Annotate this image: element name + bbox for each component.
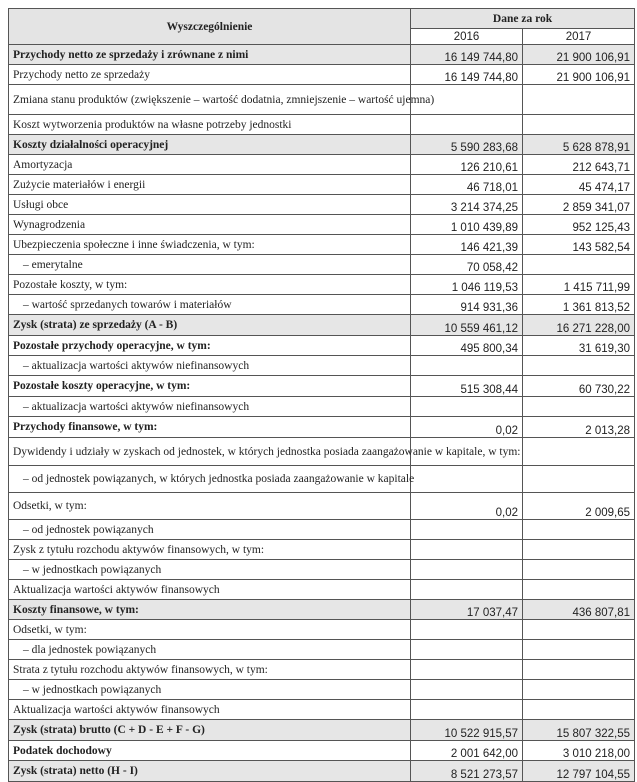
value-2017: 2 009,65 xyxy=(523,493,635,520)
value-2016 xyxy=(411,560,523,580)
table-row xyxy=(9,720,635,741)
column-header-year-2017: 2017 xyxy=(523,29,635,45)
row-label: Koszty finansowe, w tym: xyxy=(9,600,411,620)
value-2017: 952 125,43 xyxy=(523,215,635,235)
value-2016 xyxy=(411,356,523,376)
row-label: Koszt wytworzenia produktów na własne potrzeby jednostki xyxy=(9,115,411,135)
row-label: Podatek dochodowy xyxy=(9,741,411,761)
row-label: Wynagrodzenia xyxy=(9,215,411,235)
table-row xyxy=(9,660,635,680)
value-2016 xyxy=(411,115,523,135)
value-2017: 21 900 106,91 xyxy=(523,45,635,65)
value-2017: 60 730,22 xyxy=(523,376,635,397)
row-label: Ubezpieczenia społeczne i inne świadczenia, w tym: xyxy=(9,235,411,255)
table-row xyxy=(9,175,635,195)
row-label: Przychody netto ze sprzedaży xyxy=(9,65,411,85)
table-row xyxy=(9,336,635,356)
value-2017 xyxy=(523,640,635,660)
value-2016 xyxy=(411,580,523,600)
table-row xyxy=(9,417,635,438)
value-2016 xyxy=(411,540,523,560)
value-2016: 70 058,42 xyxy=(411,255,523,275)
value-2016: 126 210,61 xyxy=(411,155,523,175)
row-label: – aktualizacja wartości aktywów niefinansowych xyxy=(9,356,411,376)
row-label: Pozostałe koszty operacyjne, w tym: xyxy=(9,376,411,397)
table-row xyxy=(9,115,635,135)
value-2016: 16 149 744,80 xyxy=(411,45,523,65)
value-2016 xyxy=(411,680,523,700)
row-label: Przychody netto ze sprzedaży i zrównane z nimi xyxy=(9,45,411,65)
table-row xyxy=(9,741,635,761)
value-2016: 46 718,01 xyxy=(411,175,523,195)
table-row xyxy=(9,397,635,417)
table-row xyxy=(9,215,635,235)
table-row xyxy=(9,540,635,560)
row-label: Amortyzacja xyxy=(9,155,411,175)
table-row xyxy=(9,135,635,155)
value-2017 xyxy=(523,397,635,417)
value-2016 xyxy=(411,700,523,720)
value-2017: 1 415 711,99 xyxy=(523,275,635,295)
table-row xyxy=(9,85,635,115)
table-row xyxy=(9,466,635,493)
value-2016: 17 037,47 xyxy=(411,600,523,620)
value-2017 xyxy=(523,438,635,466)
value-2016: 515 308,44 xyxy=(411,376,523,397)
table-row xyxy=(9,438,635,466)
table-row xyxy=(9,620,635,640)
table-row xyxy=(9,680,635,700)
value-2016 xyxy=(411,397,523,417)
row-label: Przychody finansowe, w tym: xyxy=(9,417,411,438)
value-2017 xyxy=(523,466,635,493)
row-label: – od jednostek powiązanych, w których jednostka posiada zaangażowanie w kapitale xyxy=(9,466,411,493)
row-label: Koszty działalności operacyjnej xyxy=(9,135,411,155)
value-2017 xyxy=(523,520,635,540)
column-header-description: Wyszczególnienie xyxy=(9,9,411,45)
row-label: – aktualizacja wartości aktywów niefinansowych xyxy=(9,397,411,417)
row-label: Zużycie materiałów i energii xyxy=(9,175,411,195)
table-row xyxy=(9,761,635,782)
row-label: – w jednostkach powiązanych xyxy=(9,560,411,580)
value-2017 xyxy=(523,356,635,376)
row-label: Dywidendy i udziały w zyskach od jednostek, w których jednostka posiada zaangażowanie w kapitale, w tym: xyxy=(9,438,411,466)
row-label: – od jednostek powiązanych xyxy=(9,520,411,540)
value-2016: 1 010 439,89 xyxy=(411,215,523,235)
value-2016: 0,02 xyxy=(411,417,523,438)
value-2017: 5 628 878,91 xyxy=(523,135,635,155)
row-label: – wartość sprzedanych towarów i materiałów xyxy=(9,295,411,315)
table-body xyxy=(9,45,635,782)
row-label: Pozostałe koszty, w tym: xyxy=(9,275,411,295)
table-row xyxy=(9,275,635,295)
value-2017 xyxy=(523,660,635,680)
table-row xyxy=(9,376,635,397)
row-label: Zysk (strata) netto (H - I) xyxy=(9,761,411,782)
value-2016 xyxy=(411,660,523,680)
value-2017: 2 859 341,07 xyxy=(523,195,635,215)
row-label: Zysk (strata) brutto (C + D - E + F - G) xyxy=(9,720,411,741)
row-label: Strata z tytułu rozchodu aktywów finansowych, w tym: xyxy=(9,660,411,680)
value-2017: 2 013,28 xyxy=(523,417,635,438)
value-2016: 914 931,36 xyxy=(411,295,523,315)
row-label: Usługi obce xyxy=(9,195,411,215)
table-row xyxy=(9,45,635,65)
row-label: Odsetki, w tym: xyxy=(9,493,411,520)
value-2017 xyxy=(523,85,635,115)
row-label: – dla jednostek powiązanych xyxy=(9,640,411,660)
table-row xyxy=(9,315,635,336)
value-2017 xyxy=(523,680,635,700)
row-label: Pozostałe przychody operacyjne, w tym: xyxy=(9,336,411,356)
row-label: – emerytalne xyxy=(9,255,411,275)
value-2017: 436 807,81 xyxy=(523,600,635,620)
table-row xyxy=(9,65,635,85)
value-2016 xyxy=(411,620,523,640)
value-2017 xyxy=(523,700,635,720)
table-row xyxy=(9,356,635,376)
value-2017: 12 797 104,55 xyxy=(523,761,635,782)
value-2017 xyxy=(523,540,635,560)
value-2017 xyxy=(523,580,635,600)
column-header-year-2016: 2016 xyxy=(411,29,523,45)
value-2016: 1 046 119,53 xyxy=(411,275,523,295)
table-row xyxy=(9,560,635,580)
value-2017: 21 900 106,91 xyxy=(523,65,635,85)
column-header-year-group: Dane za rok xyxy=(411,9,635,29)
table-row xyxy=(9,295,635,315)
value-2016: 2 001 642,00 xyxy=(411,741,523,761)
row-label: Odsetki, w tym: xyxy=(9,620,411,640)
table-row xyxy=(9,640,635,660)
row-label: – w jednostkach powiązanych xyxy=(9,680,411,700)
value-2017: 15 807 322,55 xyxy=(523,720,635,741)
value-2017: 143 582,54 xyxy=(523,235,635,255)
value-2016 xyxy=(411,466,523,493)
value-2016: 0,02 xyxy=(411,493,523,520)
table-row xyxy=(9,493,635,520)
value-2016: 10 559 461,12 xyxy=(411,315,523,336)
value-2016 xyxy=(411,640,523,660)
value-2017: 31 619,30 xyxy=(523,336,635,356)
row-label: Aktualizacja wartości aktywów finansowych xyxy=(9,700,411,720)
value-2016: 495 800,34 xyxy=(411,336,523,356)
table-row xyxy=(9,255,635,275)
table-row xyxy=(9,580,635,600)
value-2017 xyxy=(523,255,635,275)
row-label: Zmiana stanu produktów (zwiększenie – wartość dodatnia, zmniejszenie – wartość ujemna) xyxy=(9,85,411,115)
value-2016: 3 214 374,25 xyxy=(411,195,523,215)
value-2017: 16 271 228,00 xyxy=(523,315,635,336)
table-row xyxy=(9,520,635,540)
row-label: Zysk (strata) ze sprzedaży (A - B) xyxy=(9,315,411,336)
table-row xyxy=(9,700,635,720)
table-row xyxy=(9,235,635,255)
value-2016: 8 521 273,57 xyxy=(411,761,523,782)
value-2016: 16 149 744,80 xyxy=(411,65,523,85)
value-2017: 212 643,71 xyxy=(523,155,635,175)
value-2016: 10 522 915,57 xyxy=(411,720,523,741)
value-2017: 1 361 813,52 xyxy=(523,295,635,315)
value-2017 xyxy=(523,620,635,640)
value-2017: 3 010 218,00 xyxy=(523,741,635,761)
value-2016 xyxy=(411,520,523,540)
value-2017 xyxy=(523,115,635,135)
table-row xyxy=(9,155,635,175)
value-2016: 146 421,39 xyxy=(411,235,523,255)
row-label: Zysk z tytułu rozchodu aktywów finansowych, w tym: xyxy=(9,540,411,560)
financial-table xyxy=(8,8,635,782)
value-2017 xyxy=(523,560,635,580)
table-row xyxy=(9,195,635,215)
value-2016: 5 590 283,68 xyxy=(411,135,523,155)
table-row xyxy=(9,600,635,620)
value-2017: 45 474,17 xyxy=(523,175,635,195)
row-label: Aktualizacja wartości aktywów finansowych xyxy=(9,580,411,600)
